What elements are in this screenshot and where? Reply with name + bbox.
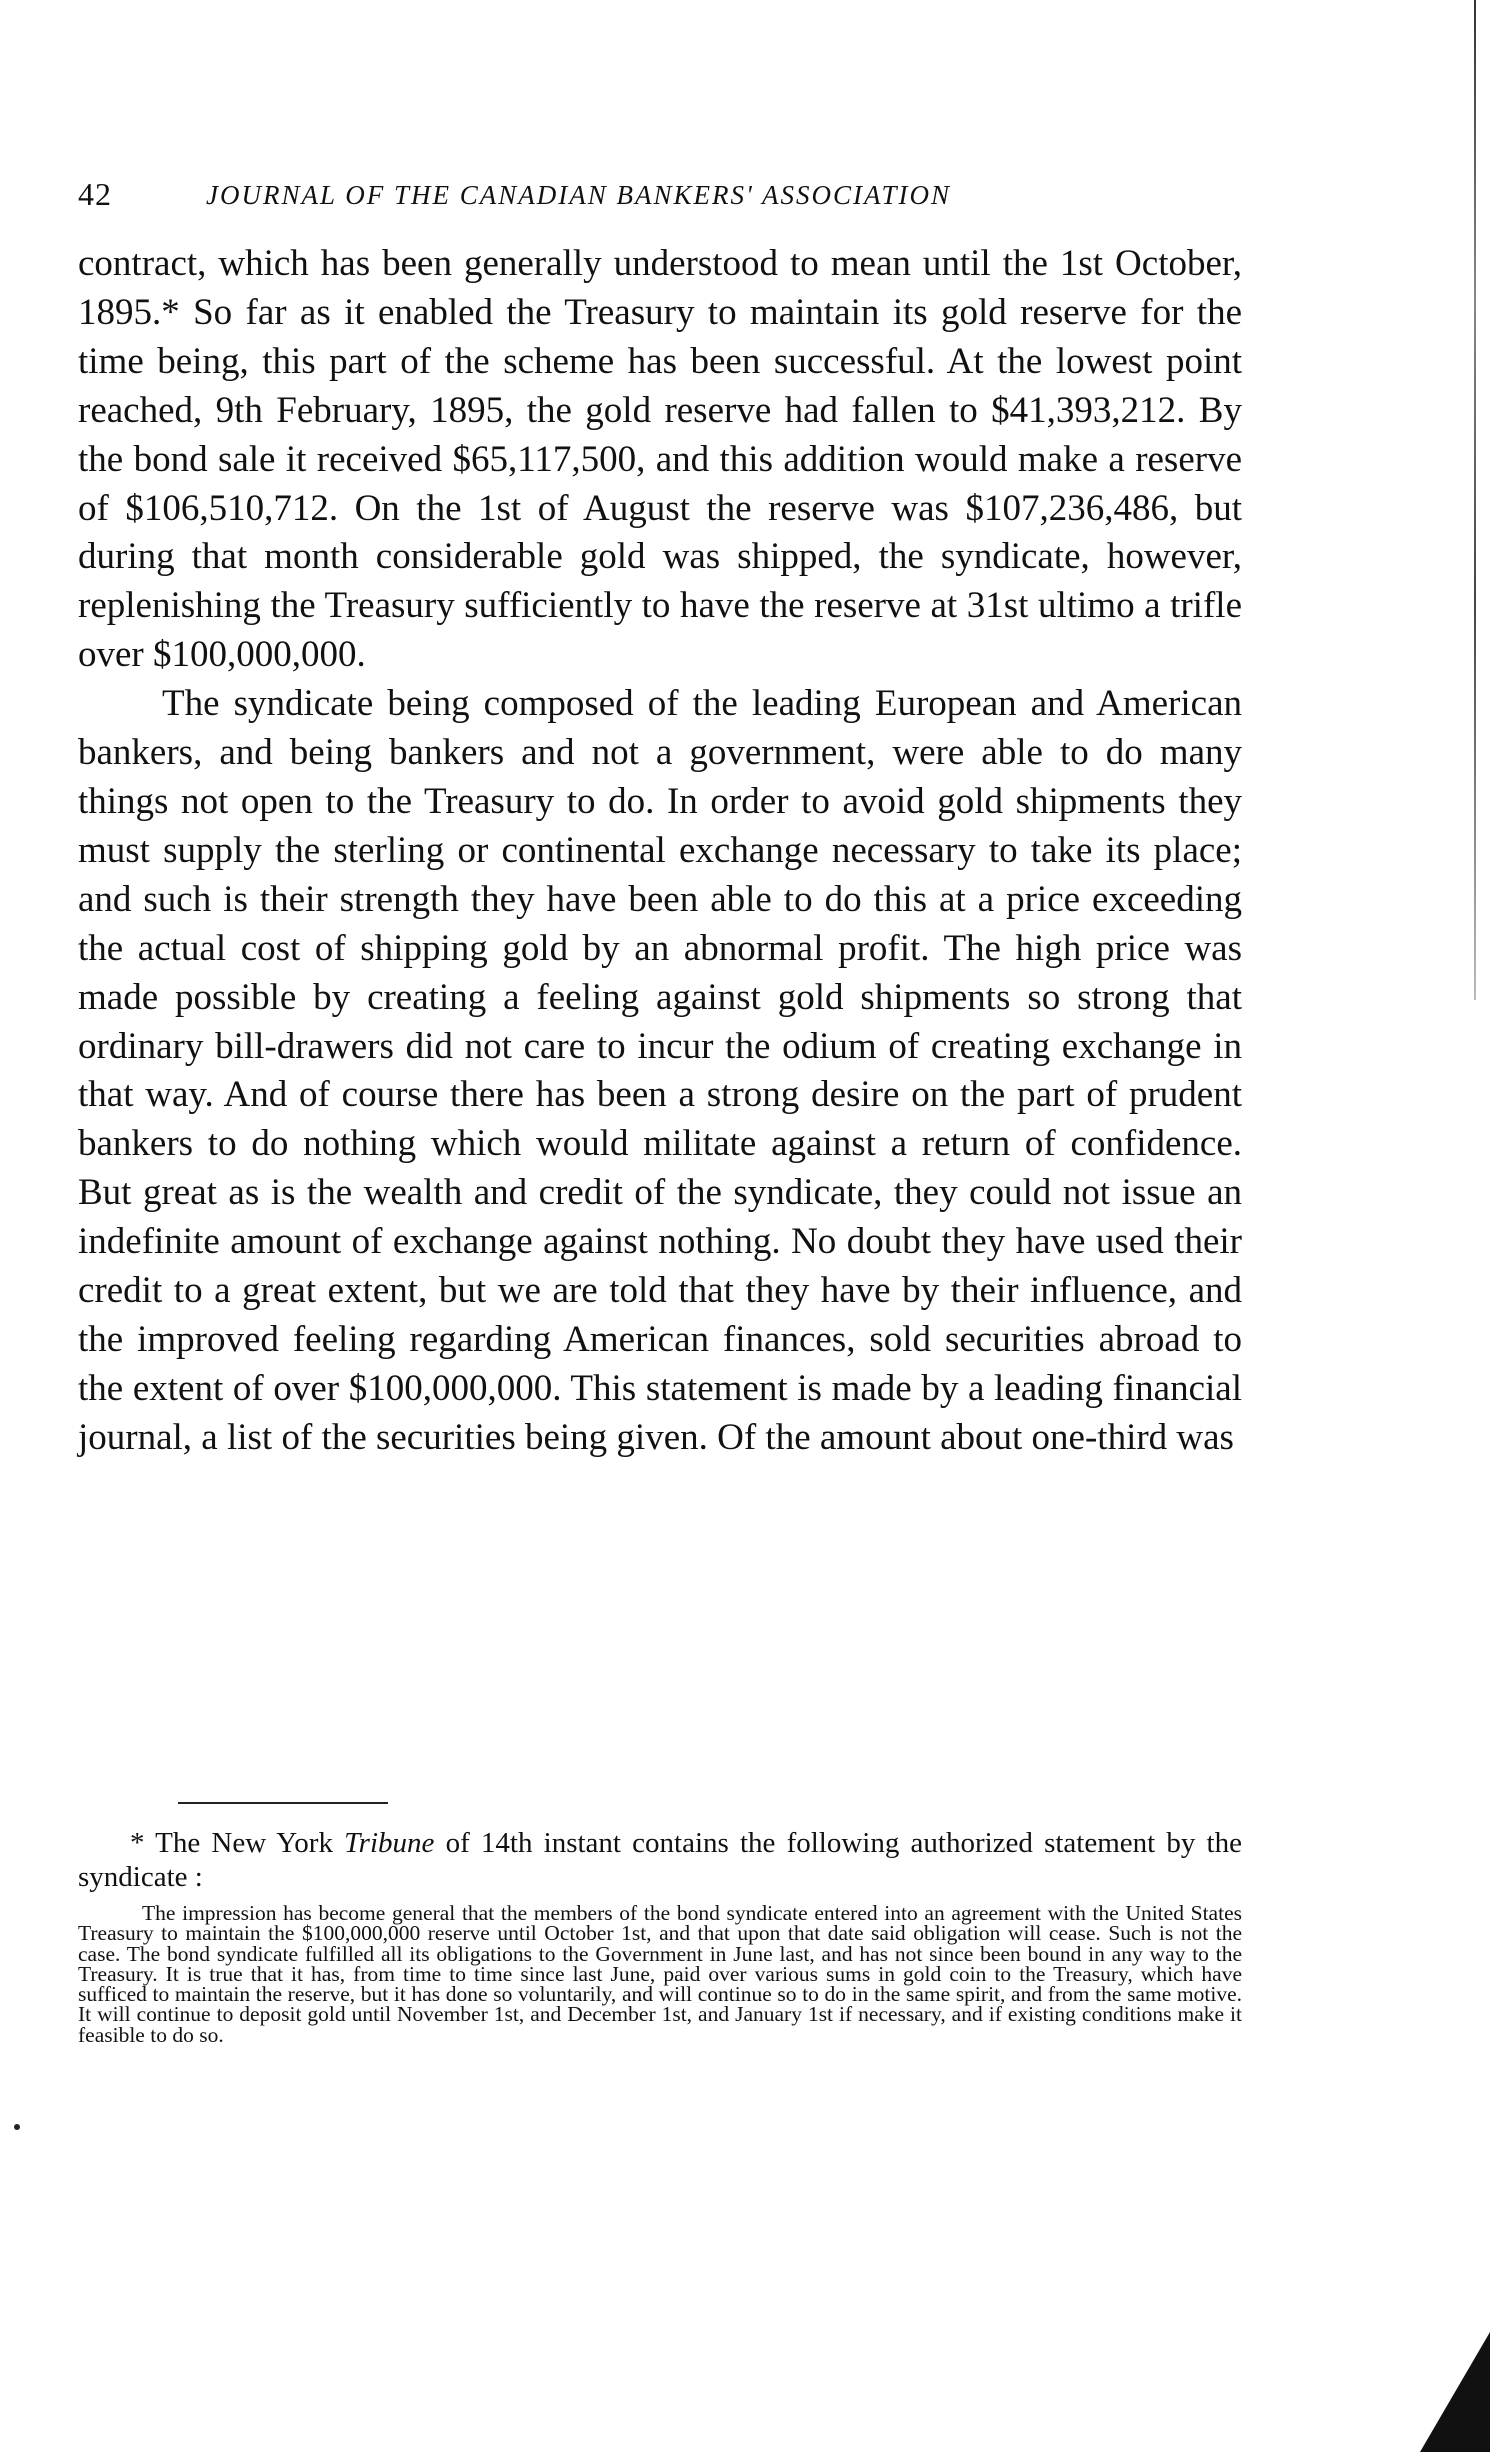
running-head: JOURNAL OF THE CANADIAN BANKERS' ASSOCIATION: [206, 180, 952, 210]
page-header: [78, 176, 1248, 220]
footnote-divider: [178, 1802, 388, 1804]
paragraph-2: The syndicate being composed of the leading European and American bankers, and being bankers and not a government, were able to do many things not open to the Treasury to do. In order to avoid gold shipments they must supply the sterling or continental exchange necessary to take its place; and such is their strength they have been able to do this at a price exceeding the actual cost of shipping gold by an abnormal profit. The high price was made possible by creating a feeling against gold shipments so strong that ordinary bill-drawers did not care to incur the odium of creating exchange in that way. And of course there has been a strong desire on the part of prudent bankers to do nothing which would militate against a return of confidence. But great as is the wealth and credit of the syndicate, they could not issue an indefinite amount of exchange against nothing. No doubt they have used their credit to a great extent, but we are told that they have by their influence, and the improved feeling regarding American finances, sold securities abroad to the extent of over $100,000,000. This statement is made by a leading financial journal, a list of the securities being given. Of the amount about one-third was: [78, 683, 1242, 1458]
footnote-quote: The impression has become general that the members of the bond syndicate entered into an agreement with the United States Treasury to maintain the $100,000,000 reserve until October 1st, and that upon that date said obligation will cease. Such is not the case. The bond syndicate fulfilled all its obligations to the Government in June last, and has not since been bound in any way to the Treasury. It is true that it has, from time to time since last June, paid over various sums in gold coin to the Treasury, which have sufficed to maintain the reserve, but it has done so voluntarily, and will continue so to do in the same spirit, and from the same motive. It will continue to deposit gold until November 1st, and December 1st, and January 1st if necessary, and if existing conditions make it feasible to do so.: [78, 1901, 1242, 2047]
scan-edge-line: [1474, 0, 1476, 1000]
footnote-intro-end: of 14th instant contains the following authorized statement by the syndicate :: [78, 1827, 1242, 1893]
footnote-intro: [78, 1826, 1242, 1894]
paragraph-1: contract, which has been generally understood to mean until the 1st October, 1895.* So far as it enabled the Treasury to maintain its gold reserve for the time being, this part of the scheme has been successful. At the lowest point reached, 9th February, 1895, the gold reserve had fallen to $41,393,212. By the bond sale it received $65,117,500, and this addition would make a reserve of $106,510,712. On the 1st of August the reserve was $107,236,486, but during that month considerable gold was shipped, the syndicate, however, replenishing the Treasury sufficiently to have the reserve at 31st ultimo a trifle over $100,000,000.: [78, 243, 1242, 676]
scan-edge: [1430, 0, 1490, 2452]
footnote-newspaper-title: Tribune: [344, 1827, 435, 1859]
page-number: 42: [78, 176, 112, 212]
main-text: [78, 240, 1242, 1463]
scan-corner-shadow: [1420, 2332, 1490, 2452]
margin-speck: [14, 2124, 20, 2130]
footnote-intro-start: * The New York: [130, 1827, 345, 1859]
